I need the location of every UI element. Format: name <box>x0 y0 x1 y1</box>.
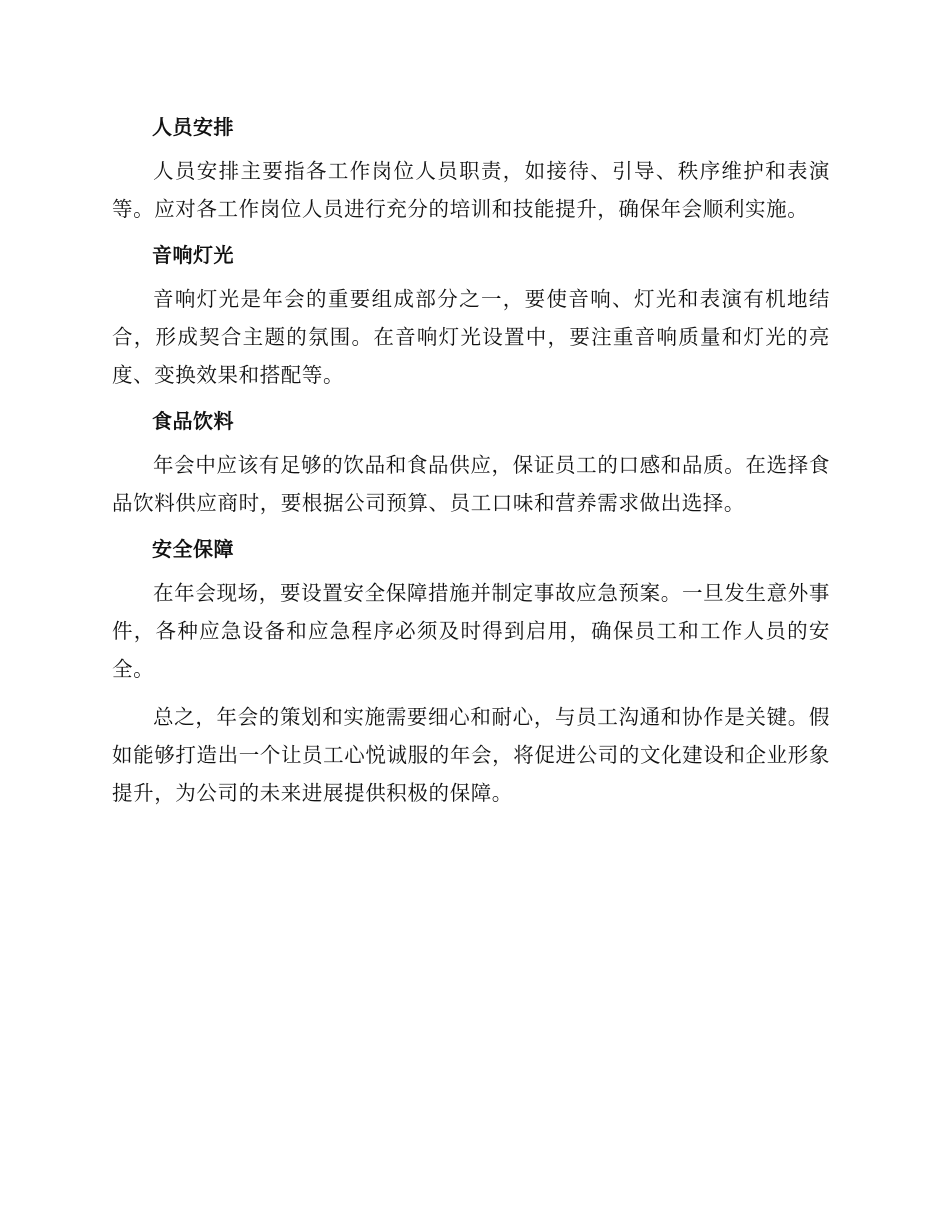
section-safety <box>112 530 830 688</box>
section-heading: 安全保障 <box>152 537 234 561</box>
section-paragraph: 音响灯光是年会的重要组成部分之一，要使音响、灯光和表演有机地结合，形成契合主题的氛围。在音响灯光设置中，要注重音响质量和灯光的亮度、变换效果和搭配等。 <box>112 287 830 387</box>
section-food-drinks <box>112 402 830 522</box>
section-paragraph: 年会中应该有足够的饮品和食品供应，保证员工的口感和品质。在选择食品饮料供应商时，要根据公司预算、员工口味和营养需求做出选择。 <box>112 453 830 515</box>
section-paragraph: 在年会现场，要设置安全保障措施并制定事故应急预案。一旦发生意外事件，各种应急设备和应急程序必须及时得到启用，确保员工和工作人员的安全。 <box>112 581 830 681</box>
section-staffing <box>112 108 830 228</box>
section-paragraph: 人员安排主要指各工作岗位人员职责，如接待、引导、秩序维护和表演等。应对各工作岗位人员进行充分的培训和技能提升，确保年会顺利实施。 <box>112 159 830 221</box>
section-heading: 音响灯光 <box>152 243 234 267</box>
conclusion-paragraph: 总之，年会的策划和实施需要细心和耐心，与员工沟通和协作是关键。假如能够打造出一个让员工心悦诚服的年会，将促进公司的文化建设和企业形象提升，为公司的未来进展提供积极的保障。 <box>112 705 830 805</box>
document-page <box>112 108 830 820</box>
section-audio-lighting <box>112 236 830 394</box>
section-heading: 食品饮料 <box>152 409 234 433</box>
section-heading: 人员安排 <box>152 115 234 139</box>
